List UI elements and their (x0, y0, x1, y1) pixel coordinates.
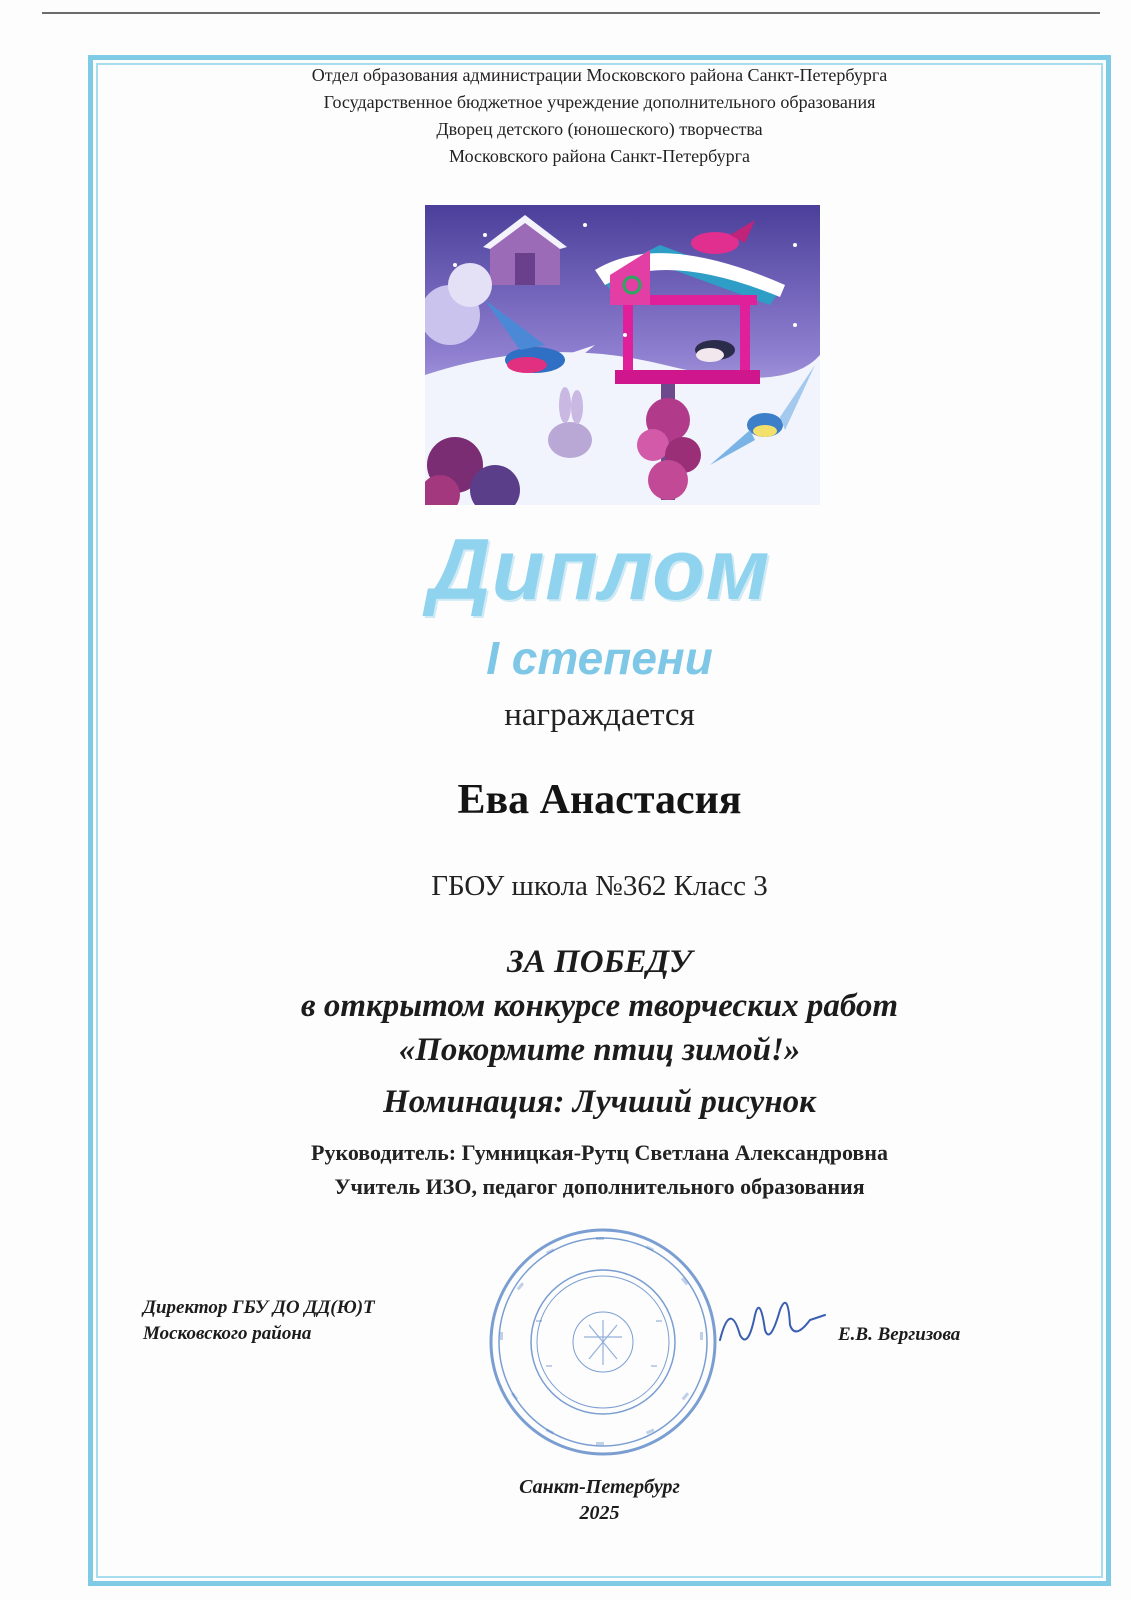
winter-bird-feeder-illustration (425, 205, 820, 505)
footer-year: 2025 (579, 1502, 620, 1524)
award-reason (96, 940, 1103, 1072)
header-line-2: Государственное бюджетное учреждение дополнительного образования (323, 92, 876, 112)
scan-top-rule (42, 12, 1100, 14)
director-title (143, 1295, 375, 1347)
director-title-line-1: Директор ГБУ ДО ДД(Ю)Т (143, 1297, 375, 1318)
header-line-3: Дворец детского (юношеского) творчества (436, 119, 763, 139)
official-stamp (486, 1225, 721, 1460)
header-line-1: Отдел образования администрации Московского района Санкт-Петербурга (311, 65, 888, 85)
reason-line-2: в открытом конкурсе творческих работ (300, 988, 899, 1024)
header-line-4: Московского района Санкт-Петербурга (449, 146, 750, 166)
diploma-title: Диплом (428, 522, 771, 618)
leader-block (96, 1136, 1103, 1204)
school-line: ГБОУ школа №362 Класс 3 (431, 870, 768, 902)
awarded-text: награждается (504, 697, 695, 733)
director-title-line-2: Московского района (143, 1323, 312, 1344)
diploma-degree: I степени (486, 632, 713, 684)
leader-line-1: Руководитель: Гумницкая-Рутц Светлана Александровна (311, 1140, 888, 1165)
footer-city: Санкт-Петербург (519, 1476, 680, 1498)
nomination: Номинация: Лучший рисунок (383, 1084, 816, 1120)
leader-line-2: Учитель ИЗО, педагог дополнительного образования (334, 1174, 865, 1199)
footer-place-date (96, 1474, 1103, 1526)
reason-line-3: «Покормите птиц зимой!» (398, 1032, 801, 1068)
header-block (96, 62, 1103, 170)
director-signature (710, 1280, 830, 1360)
reason-line-1: ЗА ПОБЕДУ (506, 944, 693, 980)
director-name: Е.В. Вергизова (838, 1324, 961, 1345)
recipient-name: Ева Анастасия (457, 777, 742, 823)
